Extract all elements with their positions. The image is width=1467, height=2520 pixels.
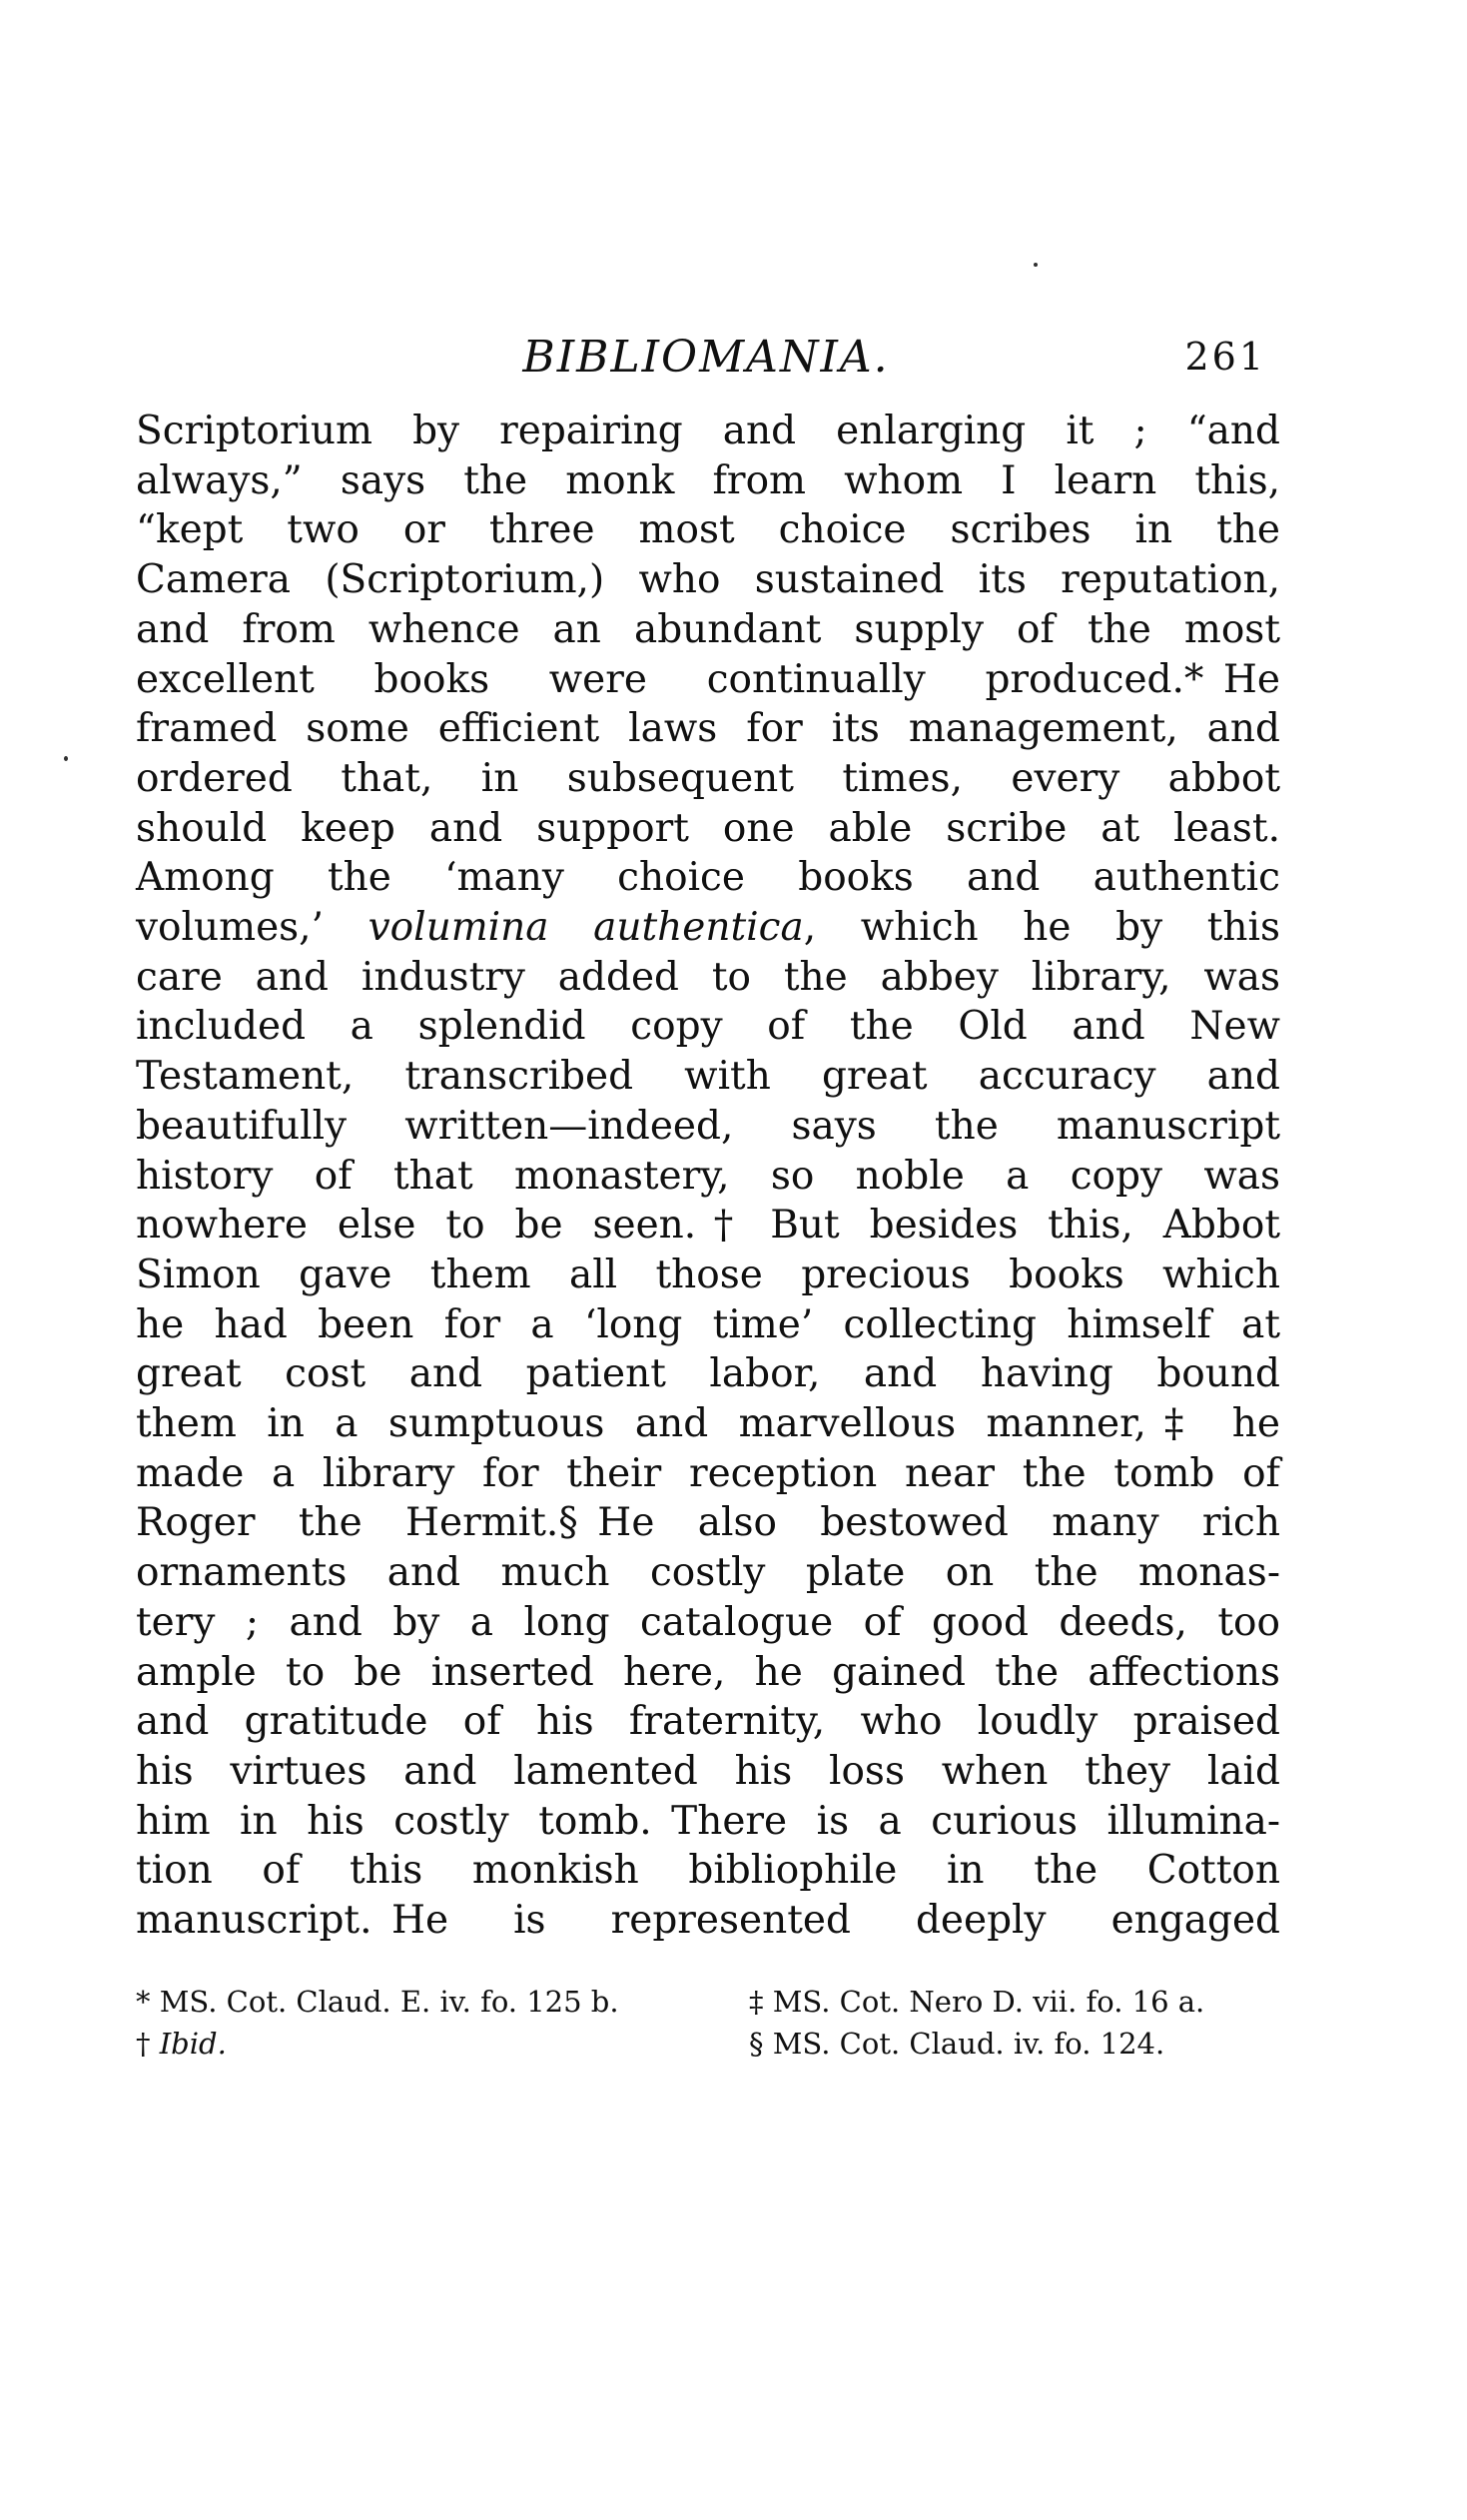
text-segment: his virtues and lamented his loss when they laid <box>136 1748 1280 1794</box>
text-segment: Among the ‘many choice books and authentic <box>136 855 1280 901</box>
text-segment: Testament, transcribed with great accuracy and <box>136 1054 1280 1100</box>
body-line <box>136 1152 1280 1202</box>
running-head <box>134 332 1278 382</box>
footnote-line <box>749 2023 1280 2065</box>
text-segment: , which he by this <box>803 905 1280 951</box>
scan-speck <box>64 756 68 761</box>
footnote-column-left <box>136 1981 749 2065</box>
body-line <box>136 1449 1280 1499</box>
body-line <box>136 1251 1280 1300</box>
text-segment: * MS. Cot. Claud. E. iv. fo. 125 b. <box>136 1985 619 2019</box>
body-line <box>136 953 1280 1003</box>
text-segment: them in a sumptuous and marvellous manner,‡ he <box>136 1401 1280 1447</box>
body-line <box>136 1548 1280 1598</box>
body-line <box>136 1102 1280 1152</box>
italic-text: volumina authentica <box>367 905 804 951</box>
text-segment: ordered that, in subsequent times, every abbot <box>136 755 1280 801</box>
body-text <box>136 407 1280 1946</box>
text-segment: and from whence an abundant supply of the most <box>136 606 1280 652</box>
footnote-line <box>749 1981 1280 2023</box>
footnote-column-right <box>749 1981 1280 2065</box>
text-segment: Camera (Scriptorium,) who sustained its reputation, <box>136 557 1280 603</box>
body-line <box>136 605 1280 655</box>
body-line <box>136 555 1280 605</box>
text-segment: tery ; and by a long catalogue of good deeds, too <box>136 1599 1280 1645</box>
text-segment: Roger the Hermit.§ He also bestowed many rich <box>136 1500 1280 1546</box>
body-line <box>136 754 1280 804</box>
body-line <box>136 456 1280 506</box>
text-segment: framed some efficient laws for its management, and <box>136 706 1280 752</box>
footnote-line <box>136 2023 749 2065</box>
body-line <box>136 853 1280 903</box>
text-segment: ample to be inserted here, he gained the affections <box>136 1649 1280 1695</box>
text-segment: and gratitude of his fraternity, who loudly praised <box>136 1699 1280 1745</box>
body-line <box>136 903 1280 953</box>
text-segment: always,” says the monk from whom I learn this, <box>136 457 1280 503</box>
footnote-line <box>136 1981 749 2023</box>
text-segment: manuscript. He is represented deeply engaged <box>136 1898 1280 1944</box>
text-segment: Scriptorium by repairing and enlarging it ; “and <box>136 409 1280 453</box>
body-line <box>136 1747 1280 1797</box>
text-segment: care and industry added to the abbey library, was <box>136 954 1280 1000</box>
text-segment: tion of this monkish bibliophile in the Cotton <box>136 1848 1280 1894</box>
italic-text: Ibid. <box>159 2027 227 2061</box>
body-line <box>136 1002 1280 1052</box>
body-line <box>136 1201 1280 1251</box>
body-line <box>136 1300 1280 1350</box>
body-line <box>136 1498 1280 1548</box>
page-title: BIBLIOMANIA. <box>522 332 890 383</box>
body-line <box>136 1648 1280 1698</box>
text-segment: him in his costly tomb. There is a curious illumina- <box>136 1798 1280 1844</box>
text-segment: Simon gave them all those precious books which <box>136 1252 1280 1297</box>
body-line <box>136 655 1280 705</box>
text-segment: beautifully written—indeed, says the manuscript <box>136 1103 1280 1149</box>
text-segment: ‡ MS. Cot. Nero D. vii. fo. 16 a. <box>749 1985 1205 2019</box>
text-segment: ornaments and much costly plate on the monas- <box>136 1550 1280 1596</box>
body-line <box>136 804 1280 854</box>
body-line <box>136 407 1280 456</box>
body-line <box>136 1598 1280 1648</box>
text-segment: included a splendid copy of the Old and New <box>136 1004 1280 1050</box>
page-number: 261 <box>1184 335 1266 379</box>
footnotes <box>136 1981 1280 2065</box>
body-line <box>136 1052 1280 1102</box>
text-segment: made a library for their reception near the tomb of <box>136 1450 1280 1496</box>
body-line <box>136 1846 1280 1896</box>
text-segment: history of that monastery, so noble a copy was <box>136 1153 1280 1199</box>
text-segment: “kept two or three most choice scribes in the <box>136 507 1280 553</box>
text-segment: should keep and support one able scribe at least. <box>136 805 1280 851</box>
body-line <box>136 1399 1280 1449</box>
scan-speck <box>1034 263 1038 267</box>
text-segment: § MS. Cot. Claud. iv. fo. 124. <box>749 2027 1165 2061</box>
text-segment: excellent books were continually produced.* He <box>136 656 1280 702</box>
body-line <box>136 505 1280 555</box>
body-line <box>136 704 1280 754</box>
body-line <box>136 1697 1280 1747</box>
text-segment: he had been for a ‘long time’ collecting himself at <box>136 1301 1280 1347</box>
body-line <box>136 1797 1280 1847</box>
text-segment: nowhere else to be seen.† But besides this, Abbot <box>136 1203 1280 1249</box>
text-segment: † <box>136 2027 160 2061</box>
body-line <box>136 1349 1280 1399</box>
text-segment: great cost and patient labor, and having bound <box>136 1351 1280 1397</box>
text-segment: volumes,’ <box>136 905 368 951</box>
body-line <box>136 1896 1280 1946</box>
